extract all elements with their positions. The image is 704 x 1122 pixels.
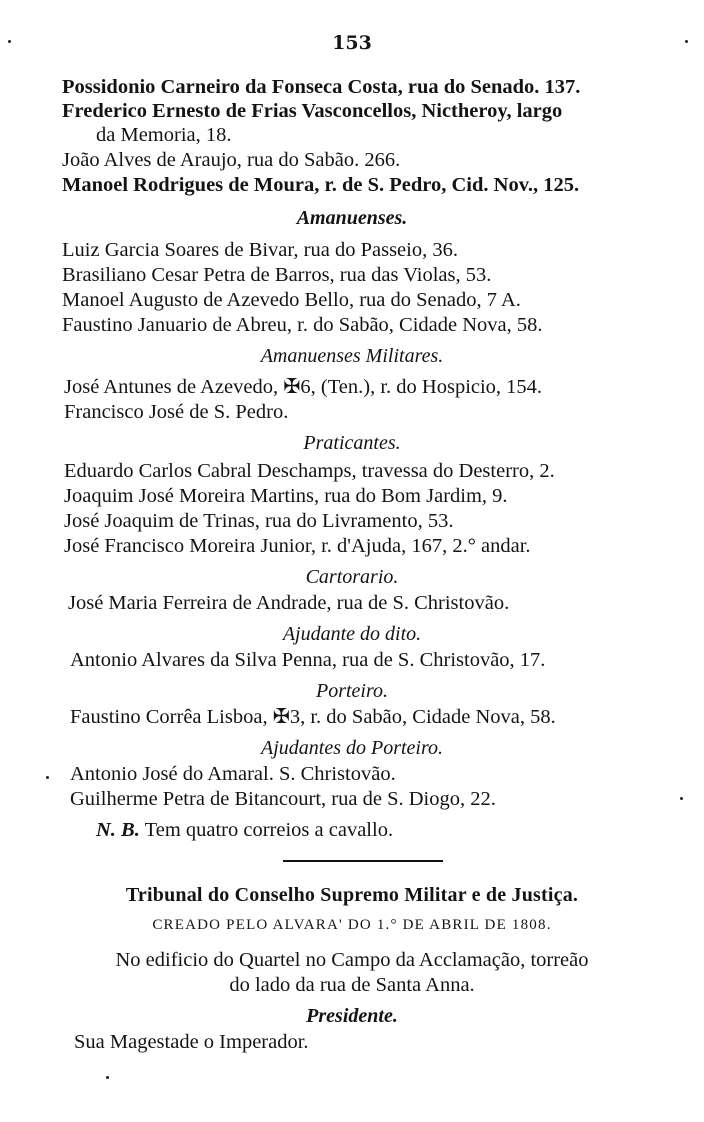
section-heading-amanuenses-militares: Amanuenses Militares.: [260, 345, 444, 367]
section-heading-cartorario: Cartorario.: [305, 566, 399, 588]
entry-line: Manoel Augusto de Azevedo Bello, rua do Senado, 7 A.: [62, 289, 521, 311]
print-speck: [680, 797, 683, 800]
print-speck: [8, 40, 11, 43]
entry-line: Eduardo Carlos Cabral Deschamps, travessa do Desterro, 2.: [64, 460, 555, 482]
entry-line: Antonio Alvares da Silva Penna, rua de S. Christovão, 17.: [70, 649, 546, 671]
entry-line: José Joaquim de Trinas, rua do Livramento, 53.: [64, 510, 454, 532]
entry-line: Guilherme Petra de Bitancourt, rua de S. Diogo, 22.: [70, 788, 496, 810]
entry-line: Francisco José de S. Pedro.: [64, 401, 289, 423]
print-speck: [106, 1076, 109, 1079]
entry-line: Joaquim José Moreira Martins, rua do Bom Jardim, 9.: [64, 485, 508, 507]
presidente-name: Sua Magestade o Imperador.: [74, 1031, 309, 1053]
entry-line: Luiz Garcia Soares de Bivar, rua do Passeio, 36.: [62, 239, 458, 261]
section-heading-ajudantes-porteiro: Ajudantes do Porteiro.: [260, 737, 444, 759]
entry-line: Frederico Ernesto de Frias Vasconcellos, Nictheroy, largo: [62, 100, 563, 122]
print-speck: [46, 776, 49, 779]
tribunal-title: Tribunal do Conselho Supremo Militar e de Justiça.: [125, 884, 579, 906]
section-heading-presidente: Presidente.: [306, 1005, 398, 1027]
entry-line: Faustino Corrêa Lisboa, ✠3, r. do Sabão, Cidade Nova, 58.: [70, 706, 556, 728]
entry-line: José Antunes de Azevedo, ✠6, (Ten.), r. do Hospicio, 154.: [64, 376, 543, 398]
entry-line: José Francisco Moreira Junior, r. d'Ajuda, 167, 2.° andar.: [64, 535, 531, 557]
nota-bene-text: Tem quatro correios a cavallo.: [144, 819, 394, 841]
tribunal-location-line: No edificio do Quartel no Campo da Acclamação, torreão: [115, 949, 589, 971]
print-speck: [685, 40, 688, 43]
nota-bene-label: N. B.: [96, 819, 140, 841]
page-number: 153: [332, 32, 372, 54]
entry-line: Brasiliano Cesar Petra de Barros, rua das Violas, 53.: [62, 264, 492, 286]
entry-line: Possidonio Carneiro da Fonseca Costa, rua do Senado. 137.: [62, 76, 581, 98]
entry-line: João Alves de Araujo, rua do Sabão. 266.: [62, 149, 401, 171]
tribunal-creation-note: CREADO PELO ALVARA' DO 1.° DE ABRIL DE 1808.: [152, 917, 552, 933]
entry-line: Manoel Rodrigues de Moura, r. de S. Pedro, Cid. Nov., 125.: [62, 174, 580, 196]
entry-line: Antonio José do Amaral. S. Christovão.: [70, 763, 396, 785]
section-heading-praticantes: Praticantes.: [303, 432, 401, 454]
section-heading-amanuenses: Amanuenses.: [296, 207, 408, 229]
entry-line: Faustino Januario de Abreu, r. do Sabão, Cidade Nova, 58.: [62, 314, 543, 336]
nota-bene: [96, 818, 393, 842]
entry-line-continued: da Memoria, 18.: [96, 124, 232, 146]
tribunal-location-line: do lado da rua de Santa Anna.: [229, 974, 475, 996]
section-divider: [283, 860, 443, 862]
entry-line: José Maria Ferreira de Andrade, rua de S. Christovão.: [68, 592, 510, 614]
section-heading-ajudante: Ajudante do dito.: [282, 623, 422, 645]
section-heading-porteiro: Porteiro.: [315, 680, 389, 702]
